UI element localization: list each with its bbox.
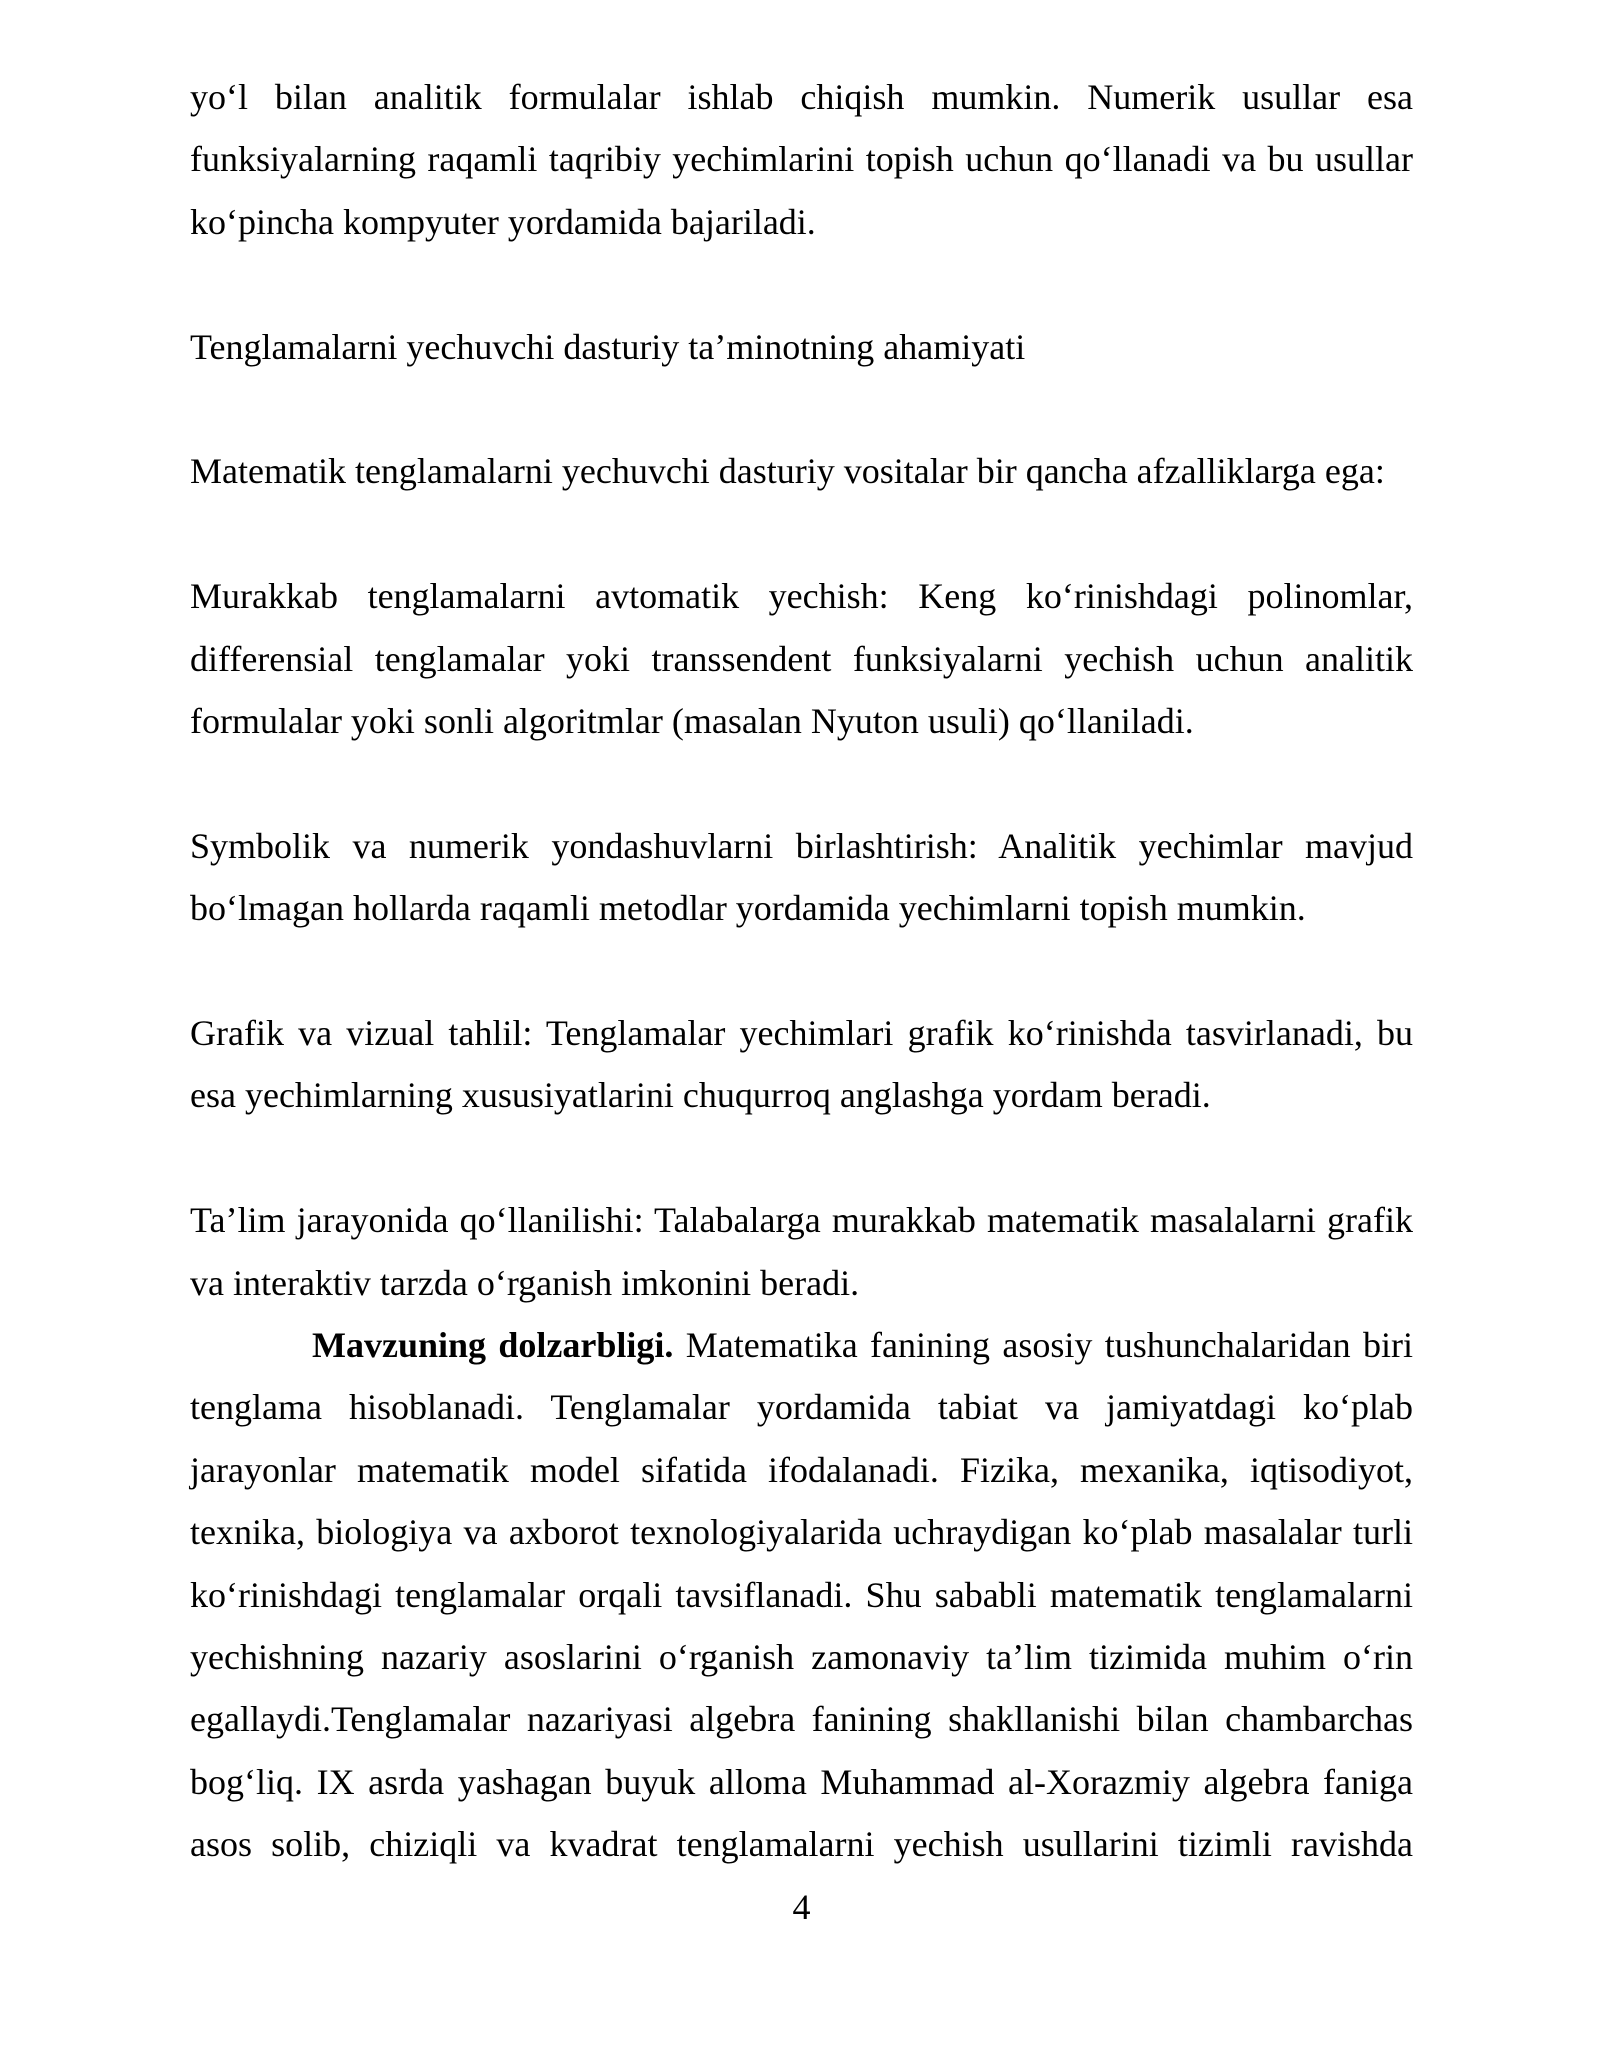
bold-run: Mavzuning dolzarbligi. [312, 1325, 674, 1366]
text-run: Matematika fanining asosiy tushunchalaridan biri [673, 1325, 1413, 1366]
blank-line [190, 503, 1413, 565]
text-line: Murakkab tenglamalarni avtomatik yechish: Keng koʻrinishdagi polinomlar, [190, 576, 1413, 617]
text-line [190, 1314, 1413, 1376]
paragraph-symbolic-numeric [190, 815, 1413, 940]
document-body [190, 66, 1413, 1938]
text-line: Grafik va vizual tahlil: Tenglamalar yechimlari grafik koʻrinishda tasvirlanadi, bu [190, 1013, 1413, 1054]
paragraph-graphic-analysis [190, 1002, 1413, 1127]
paragraphs-container [190, 66, 1413, 1876]
text-line: bogʻliq. IX asrda yashagan buyuk alloma Muhammad al-Xorazmiy algebra faniga [190, 1761, 1413, 1802]
text-line: jarayonlar matematik model sifatida ifodalanadi. Fizika, mexanika, iqtisodiyot, [190, 1449, 1413, 1490]
text-line: va interaktiv tarzda oʻrganish imkonini beradi. [190, 1262, 860, 1303]
blank-line [190, 378, 1413, 440]
paragraph-topic-relevance [190, 1314, 1413, 1876]
text-line: koʻpincha kompyuter yordamida bajariladi. [190, 201, 816, 242]
text-line: Symbolik va numerik yondashuvlarni birlashtirish: Analitik yechimlar mavjud [190, 825, 1413, 866]
text-line: Tenglamalarni yechuvchi dasturiy taʼminotning ahamiyati [190, 326, 1026, 367]
text-line: texnika, biologiya va axborot texnologiyalarida uchraydigan koʻplab masalalar turli [190, 1512, 1413, 1553]
text-line: differensial tenglamalar yoki transsendent funksiyalarni yechish uchun analitik [190, 638, 1413, 679]
paragraph-advantages-intro [190, 440, 1413, 502]
text-line: boʻlmagan hollarda raqamli metodlar yordamida yechimlarni topish mumkin. [190, 888, 1306, 929]
text-line: formulalar yoki sonli algoritmlar (masalan Nyuton usuli) qoʻllaniladi. [190, 701, 1194, 742]
paragraph-numeric-methods [190, 66, 1413, 253]
paragraph-automatic-solving [190, 565, 1413, 752]
page-number: 4 [792, 1886, 811, 1927]
text-line: yechishning nazariy asoslarini oʻrganish zamonaviy taʼlim tizimida muhim oʻrin [190, 1637, 1413, 1678]
text-line: egallaydi.Tenglamalar nazariyasi algebra fanining shakllanishi bilan chambarchas [190, 1699, 1413, 1740]
paragraph-education-use [190, 1189, 1413, 1314]
blank-line [190, 940, 1413, 1002]
text-line: asos solib, chiziqli va kvadrat tenglamalarni yechish usullarini tizimli ravishda [190, 1824, 1413, 1865]
blank-line [190, 1127, 1413, 1189]
text-line: Taʼlim jarayonida qoʻllanilishi: Talabalarga murakkab matematik masalalarni grafik [190, 1200, 1413, 1241]
text-line: tenglama hisoblanadi. Tenglamalar yordamida tabiat va jamiyatdagi koʻplab [190, 1387, 1413, 1428]
text-line: yoʻl bilan analitik formulalar ishlab chiqish mumkin. Numerik usullar esa [190, 77, 1413, 117]
text-line: esa yechimlarning xususiyatlarini chuqurroq anglashga yordam beradi. [190, 1075, 1211, 1116]
heading-software-importance [190, 316, 1413, 378]
blank-line [190, 253, 1413, 315]
text-line: Matematik tenglamalarni yechuvchi dasturiy vositalar bir qancha afzalliklarga ega: [190, 451, 1385, 492]
text-line: koʻrinishdagi tenglamalar orqali tavsiflanadi. Shu sababli matematik tenglamalarni [190, 1574, 1413, 1615]
text-line: funksiyalarning raqamli taqribiy yechimlarini topish uchun qoʻllanadi va bu usullar [190, 139, 1413, 180]
blank-line [190, 752, 1413, 814]
